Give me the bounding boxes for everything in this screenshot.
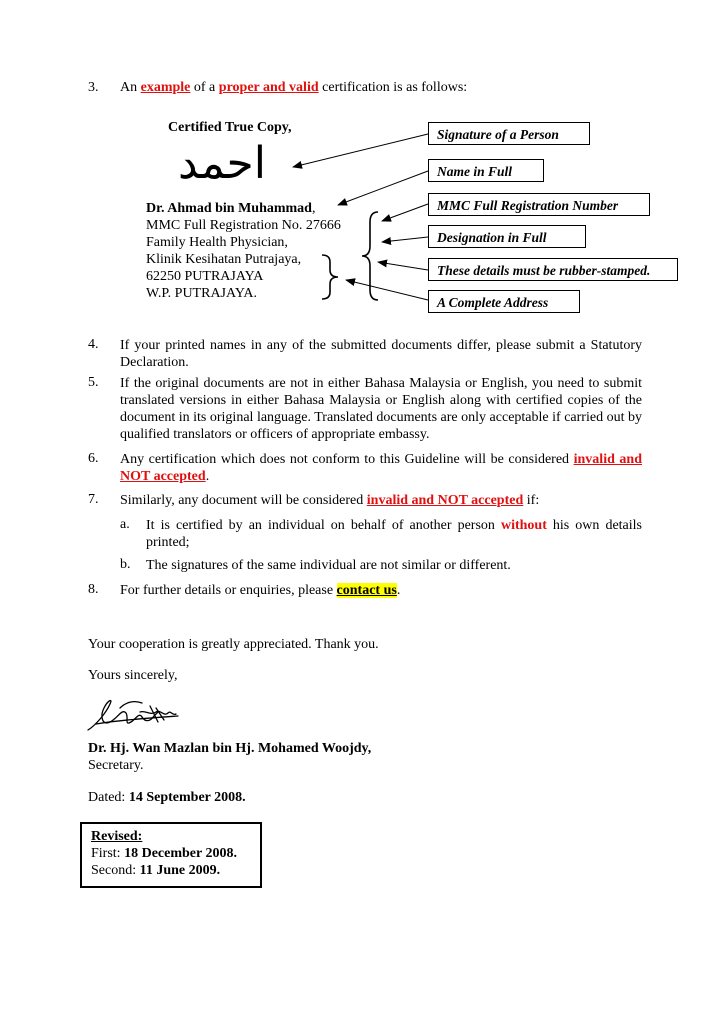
sample-registration: MMC Full Registration No. 27666: [146, 218, 341, 233]
sample-name-comma: ,: [311, 201, 316, 216]
sample-postcode-city: 62250 PUTRAJAYA: [146, 269, 264, 284]
label-mmc: MMC Full Registration Number: [428, 193, 650, 216]
item-5-number: 5.: [88, 375, 99, 390]
label-designation: Designation in Full: [428, 225, 586, 248]
item-6-suffix: .: [205, 469, 210, 484]
item-8-suffix: .: [396, 583, 401, 598]
item-8-prefix: For further details or enquiries, please: [120, 583, 334, 598]
item-7-invalid: invalid and NOT accepted: [366, 493, 524, 508]
revised-heading: Revised:: [91, 829, 143, 844]
item-6-number: 6.: [88, 451, 99, 466]
revised-second: [91, 862, 251, 879]
dated-label: Dated:: [88, 790, 126, 805]
item-6-invalid: invalid and NOT accepted: [120, 452, 642, 484]
label-address: A Complete Address: [428, 290, 580, 313]
sample-state: W.P. PUTRAJAYA.: [146, 286, 258, 301]
item-6-prefix: Any certification which does not conform to this Guideline will be considered: [120, 452, 570, 467]
revised-first: [91, 845, 251, 862]
item-5-text: If the original documents are not in either Bahasa Malaysia or English, you need to submit translated versions in either Bahasa Malaysia or English along with certified copies of the document in its original language. Translated documents are only acceptable if carried out by qualified translators or officers of appropriate embassy.: [120, 376, 642, 442]
sub-a-without: without: [500, 518, 547, 533]
label-rubber-stamped: These details must be rubber-stamped.: [428, 258, 678, 281]
sub-a-letter: a.: [120, 517, 130, 532]
item-4-text: If your printed names in any of the submitted documents differ, please submit a Statutory Declaration.: [120, 338, 642, 370]
intro-of-a: of a: [193, 80, 216, 95]
arabic-signature: احمد: [178, 138, 266, 189]
revised-first-label: First:: [91, 846, 121, 861]
item-7-number: 7.: [88, 492, 99, 507]
example-emphasis: example: [140, 80, 191, 95]
dated-value: 14 September 2008.: [128, 790, 246, 805]
item-4-number: 4.: [88, 337, 99, 352]
item-7-suffix: if:: [526, 493, 540, 508]
label-name-full: Name in Full: [428, 159, 544, 182]
intro-prefix: An: [120, 80, 138, 95]
dated-line: [88, 790, 246, 806]
signatory-title: Secretary.: [88, 758, 144, 773]
item-7-prefix: Similarly, any document will be considered: [120, 493, 364, 508]
label-signature: Signature of a Person: [428, 122, 590, 145]
revised-second-value: 11 June 2009.: [139, 863, 221, 878]
certified-true-copy: Certified True Copy,: [168, 120, 292, 135]
sample-designation: Family Health Physician,: [146, 235, 288, 250]
item-8-number: 8.: [88, 582, 99, 597]
sub-b-letter: b.: [120, 557, 131, 572]
revised-box: [80, 822, 262, 888]
signatory-name: Dr. Hj. Wan Mazlan bin Hj. Mohamed Woojdy,: [88, 741, 372, 756]
sample-name: Dr. Ahmad bin Muhammad: [146, 201, 312, 216]
intro-suffix: certification is as follows:: [322, 80, 468, 95]
yours-sincerely: Yours sincerely,: [88, 668, 178, 683]
item-3-number: 3.: [88, 80, 99, 95]
sub-a-suffix: his own details printed;: [146, 518, 642, 550]
proper-valid-emphasis: proper and valid: [218, 80, 319, 95]
cooperation-text: Your cooperation is greatly appreciated. Thank you.: [88, 637, 379, 652]
contact-us-link[interactable]: contact us: [336, 583, 397, 598]
sub-b-text: The signatures of the same individual are not similar or different.: [146, 558, 511, 573]
revised-second-label: Second:: [91, 863, 137, 878]
sub-a-prefix: It is certified by an individual on behalf of another person: [146, 518, 495, 533]
revised-first-value: 18 December 2008.: [124, 846, 237, 861]
sample-clinic: Klinik Kesihatan Putrajaya,: [146, 252, 302, 267]
